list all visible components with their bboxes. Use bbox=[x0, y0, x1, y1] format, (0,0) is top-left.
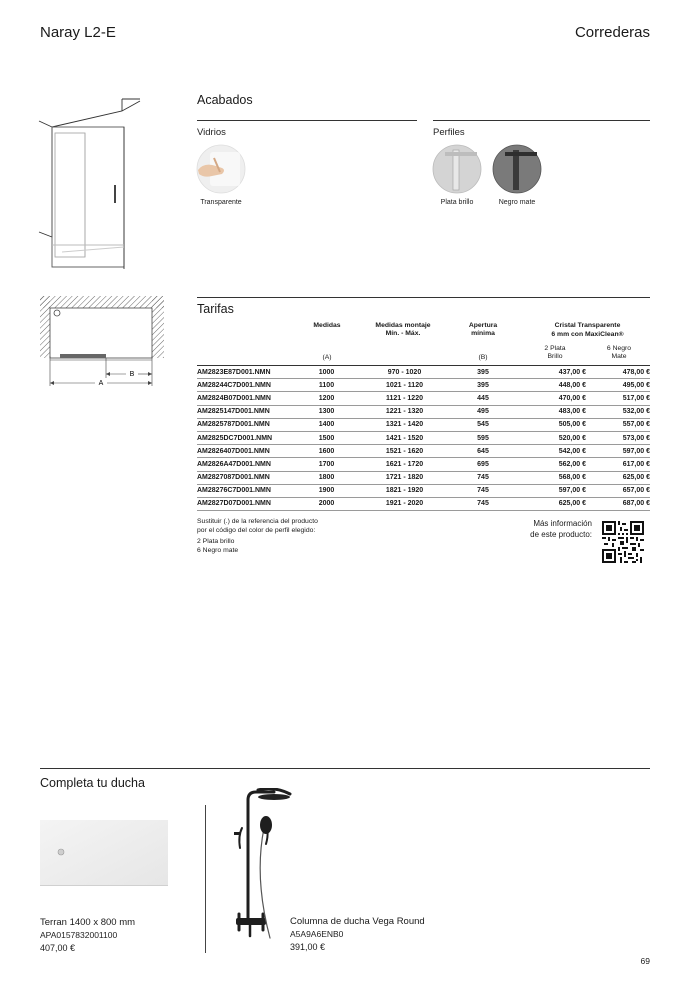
cell-medida: 1500 bbox=[295, 431, 358, 444]
cell-apertura: 395 bbox=[451, 366, 515, 379]
tarifas-title: Tarifas bbox=[197, 302, 234, 316]
cell-medida: 2000 bbox=[295, 497, 358, 510]
cell-ref: AM2827087D001.NMN bbox=[197, 471, 295, 484]
table-row bbox=[197, 366, 650, 379]
negro-mate-swatch bbox=[492, 144, 542, 194]
cell-ref: AM2825DC7D001.NMN bbox=[197, 431, 295, 444]
cell-medida: 1300 bbox=[295, 405, 358, 418]
cell-negro: 617,00 € bbox=[590, 458, 650, 471]
cell-rango: 1921 - 2020 bbox=[358, 497, 451, 510]
cell-ref: AM2823E87D001.NMN bbox=[197, 366, 295, 379]
cell-ref: AM2826A47D001.NMN bbox=[197, 458, 295, 471]
header-montaje-2: Mín. - Máx. bbox=[385, 330, 421, 337]
header-negro-2: Mate bbox=[611, 353, 627, 360]
cell-apertura: 745 bbox=[451, 484, 515, 497]
acabados-rule-right bbox=[433, 120, 650, 121]
cell-apertura: 395 bbox=[451, 379, 515, 392]
more-info-line-1: Más información bbox=[533, 519, 592, 528]
cell-negro: 687,00 € bbox=[590, 497, 650, 510]
negro-mate-caption: Negro mate bbox=[498, 199, 536, 206]
cell-plata: 597,00 € bbox=[515, 484, 590, 497]
cell-negro: 657,00 € bbox=[590, 484, 650, 497]
header-plata-1: 2 Plata bbox=[544, 345, 566, 352]
cell-plata: 448,00 € bbox=[515, 379, 590, 392]
note-line-3: 2 Plata brillo bbox=[197, 538, 235, 545]
header-plata-2: Brillo bbox=[547, 353, 563, 360]
cell-apertura: 695 bbox=[451, 458, 515, 471]
cell-plata: 568,00 € bbox=[515, 471, 590, 484]
header-montaje-1: Medidas montaje bbox=[375, 322, 431, 329]
qr-code[interactable] bbox=[602, 521, 644, 563]
product-2-name: Columna de ducha Vega Round bbox=[290, 916, 425, 927]
cell-medida: 1000 bbox=[295, 366, 358, 379]
cell-negro: 573,00 € bbox=[590, 431, 650, 444]
cell-apertura: 495 bbox=[451, 405, 515, 418]
product-1-code: APA0157832001100 bbox=[40, 930, 118, 940]
header-medidas: Medidas bbox=[313, 322, 341, 329]
cell-apertura: 645 bbox=[451, 445, 515, 458]
header-b: (B) bbox=[478, 354, 488, 361]
cell-ref: AM28276C7D001.NMN bbox=[197, 484, 295, 497]
cell-ref: AM2824B07D001.NMN bbox=[197, 392, 295, 405]
cell-negro: 557,00 € bbox=[590, 418, 650, 431]
table-row bbox=[197, 445, 650, 458]
cell-rango: 1121 - 1220 bbox=[358, 392, 451, 405]
header-apertura-2: mínima bbox=[471, 330, 495, 337]
page-title: Naray L2-E bbox=[40, 24, 116, 41]
note-line-2: por el código del color de perfil elegido: bbox=[197, 527, 316, 534]
cell-negro: 478,00 € bbox=[590, 366, 650, 379]
table-row bbox=[197, 458, 650, 471]
product-1-price: 407,00 € bbox=[40, 943, 76, 953]
cell-apertura: 545 bbox=[451, 418, 515, 431]
cell-negro: 532,00 € bbox=[590, 405, 650, 418]
header-apertura-1: Apertura bbox=[468, 322, 498, 329]
cell-negro: 495,00 € bbox=[590, 379, 650, 392]
cell-ref: AM2825147D001.NMN bbox=[197, 405, 295, 418]
table-row bbox=[197, 431, 650, 444]
table-row bbox=[197, 392, 650, 405]
product-divider bbox=[205, 805, 206, 953]
cell-plata: 562,00 € bbox=[515, 458, 590, 471]
table-row bbox=[197, 418, 650, 431]
acabados-rule-left bbox=[197, 120, 417, 121]
cell-plata: 483,00 € bbox=[515, 405, 590, 418]
tarifas-rule bbox=[197, 297, 650, 298]
cell-ref: AM2825787D001.NMN bbox=[197, 418, 295, 431]
cell-rango: 1321 - 1420 bbox=[358, 418, 451, 431]
table-row bbox=[197, 471, 650, 484]
completa-title: Completa tu ducha bbox=[40, 776, 145, 790]
cell-rango: 1021 - 1120 bbox=[358, 379, 451, 392]
table-row bbox=[197, 484, 650, 497]
acabados-title: Acabados bbox=[197, 93, 253, 107]
cell-negro: 517,00 € bbox=[590, 392, 650, 405]
cell-plata: 520,00 € bbox=[515, 431, 590, 444]
cell-plata: 542,00 € bbox=[515, 445, 590, 458]
cell-negro: 597,00 € bbox=[590, 445, 650, 458]
cell-rango: 970 - 1020 bbox=[358, 366, 451, 379]
dimension-a-label: A bbox=[98, 380, 104, 387]
table-row bbox=[197, 405, 650, 418]
cell-negro: 625,00 € bbox=[590, 471, 650, 484]
header-a: (A) bbox=[322, 354, 332, 361]
cell-rango: 1221 - 1320 bbox=[358, 405, 451, 418]
header-cristal-2: 6 mm con MaxiClean® bbox=[551, 331, 624, 338]
note-line-1: Sustituir (.) de la referencia del producto bbox=[197, 518, 318, 525]
transparente-caption: Transparente bbox=[200, 199, 242, 206]
cell-ref: AM28244C7D001.NMN bbox=[197, 379, 295, 392]
note-line-4: 6 Negro mate bbox=[197, 547, 239, 554]
page-number: 69 bbox=[640, 956, 650, 966]
completa-rule bbox=[40, 768, 650, 769]
shower-door-illustration bbox=[38, 97, 148, 269]
cell-plata: 437,00 € bbox=[515, 366, 590, 379]
shower-tray-image bbox=[40, 820, 168, 886]
cell-medida: 1900 bbox=[295, 484, 358, 497]
more-info-line-2: de este producto: bbox=[530, 529, 592, 539]
more-info bbox=[500, 519, 592, 540]
cell-rango: 1621 - 1720 bbox=[358, 458, 451, 471]
cell-apertura: 445 bbox=[451, 392, 515, 405]
cell-plata: 470,00 € bbox=[515, 392, 590, 405]
cell-medida: 1700 bbox=[295, 458, 358, 471]
plata-brillo-caption: Plata brillo bbox=[440, 199, 474, 206]
cell-apertura: 745 bbox=[451, 471, 515, 484]
cell-ref: AM2827D07D001.NMN bbox=[197, 497, 295, 510]
cell-medida: 1800 bbox=[295, 471, 358, 484]
table-row bbox=[197, 497, 650, 510]
perfiles-label: Perfiles bbox=[433, 127, 465, 138]
vidrios-label: Vidrios bbox=[197, 127, 226, 138]
cell-plata: 625,00 € bbox=[515, 497, 590, 510]
cell-plata: 505,00 € bbox=[515, 418, 590, 431]
cell-ref: AM2826407D001.NMN bbox=[197, 445, 295, 458]
tarifas-table bbox=[197, 365, 650, 511]
dimension-b-label: B bbox=[129, 371, 135, 378]
cell-apertura: 595 bbox=[451, 431, 515, 444]
table-row bbox=[197, 379, 650, 392]
header-negro-1: 6 Negro bbox=[606, 345, 632, 352]
cell-rango: 1821 - 1920 bbox=[358, 484, 451, 497]
cell-medida: 1100 bbox=[295, 379, 358, 392]
cell-medida: 1400 bbox=[295, 418, 358, 431]
product-2-price: 391,00 € bbox=[290, 942, 326, 952]
product-1-name: Terran 1400 x 800 mm bbox=[40, 917, 136, 928]
transparente-swatch bbox=[196, 144, 246, 194]
floor-plan-diagram bbox=[40, 294, 165, 390]
cell-rango: 1421 - 1520 bbox=[358, 431, 451, 444]
product-2-code: A5A9A6ENB0 bbox=[290, 929, 344, 939]
cell-apertura: 745 bbox=[451, 497, 515, 510]
header-cristal-1: Cristal Transparente bbox=[554, 322, 621, 329]
plata-brillo-swatch bbox=[432, 144, 482, 194]
cell-rango: 1521 - 1620 bbox=[358, 445, 451, 458]
cell-medida: 1200 bbox=[295, 392, 358, 405]
section-title: Correderas bbox=[574, 24, 650, 41]
cell-rango: 1721 - 1820 bbox=[358, 471, 451, 484]
cell-medida: 1600 bbox=[295, 445, 358, 458]
